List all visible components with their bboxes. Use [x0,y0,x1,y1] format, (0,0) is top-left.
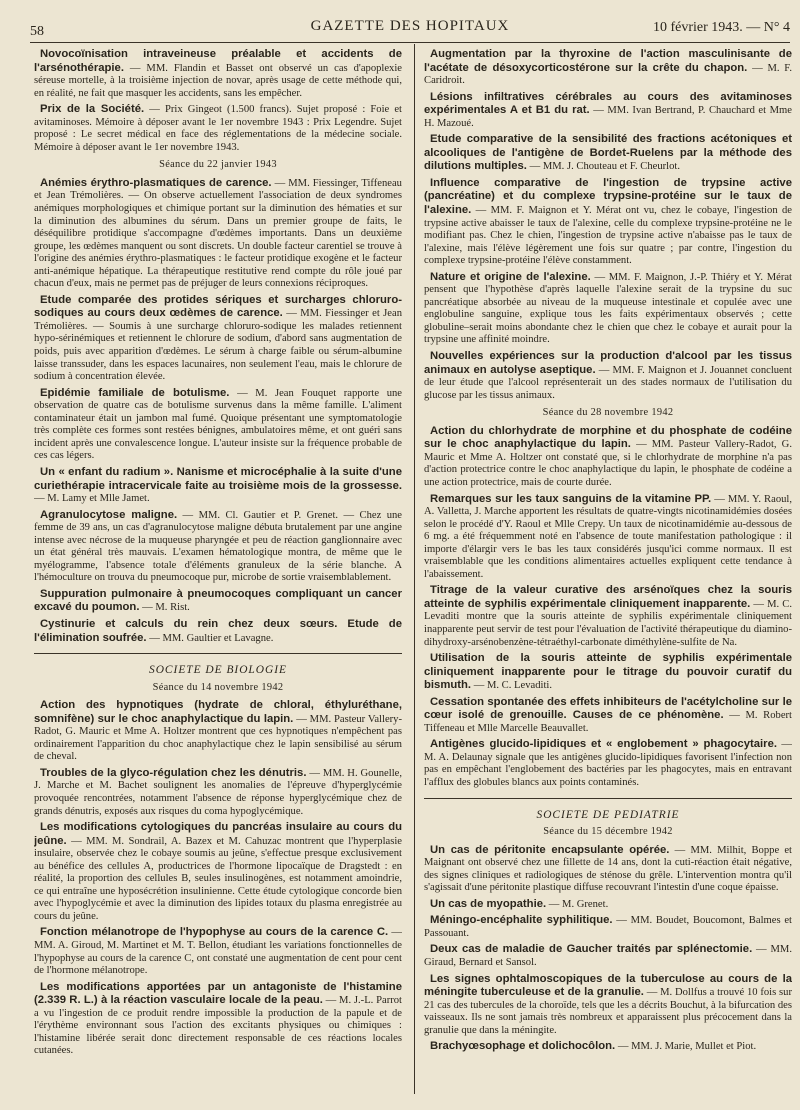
abstract-title: Deux cas de maladie de Gaucher traités par splénectomie. [430,943,753,956]
section-heading: SOCIETE DE BIOLOGIE [149,664,287,677]
abstract-text: — Prix Gingeot (1.500 francs). Sujet proposé : Foie et avitaminoses. Mémoire à déposer avant le 1er novembre 1943 : Prix Legendre. Sujet proposé : Le secret médical en face des réglementations de la médecine sociale. Mémoire à déposer avant le 1er novembre 1943. [34,104,402,153]
abstract-item [424,973,792,1038]
section-rule [424,798,792,799]
abstract-text: — MM. A. Giroud, M. Martinet et M. T. Bellon, étudiant les variations fonctionnelles de l'hypophyse au cours de la carence C, ont constaté une augmentation de cent pour cent de l'hormone mélanotrope. [34,927,402,977]
abstract-text: — M. C. Levaditi montre que la souris atteinte de syphilis expérimentale cliniquement inapparente peut servir de test pour l'évaluation de l'activité thérapeutique du diamino-dihydroxy-arsénobenzène-tétraéthyl-carbonate diméthylène-sulfite de Na. [424,598,792,648]
abstract-title: Augmentation par la thyroxine de l'action masculinisante de l'acétate de désoxycorticostérone sur la crête du chapon. [424,48,792,74]
abstract-text: — M. Jean Fouquet rapporte une observation de quatre cas de botulisme survenus dans la même famille. L'aliment contaminateur était un jambon mal fumé. Quoique présentant une symptomatologie très complète ces formes sont restées bénignes, ambulatoires même, et ont guéri sans incident après une convalescence longue. L'auteur insiste sur la fréquence probable de ces cas légers. [34,387,402,462]
abstract-text: — MM. H. Gounelle, J. Marche et M. Bachet soulignent les anomalies de l'épreuve d'hyperglycémie provoquée rencontrées, notamment l'absence de réponse hyperglycémique chez de grands dénutris, exposés aux risques du coma hypoglycémique. [34,767,402,817]
abstract-title: Influence comparative de l'ingestion de trypsine active (pancréatine) et du complexe trypsine-protéine sur le taux de l'alexine. [424,176,792,217]
abstract-text: — M. C. Levaditi. [471,680,552,692]
abstract-item [424,425,792,490]
abstract-text: — M. F. Caridroit. [424,62,792,87]
abstract-title: Etude comparative de la sensibilité des fractions acétoniques et alcooliques de l'antigène de Bordet-Ruelens par la méthode des dilutions multiples. [424,133,792,173]
page-number: 58 [30,24,44,39]
abstract-text: — MM. F. Maignon et J. Jouannet concluent de leur étude que l'alcool représenterait un des stades normaux de l'utilisation du glucose par les tissus animaux. [424,364,792,401]
abstract-title: Cessation spontanée des effets inhibiteurs de l'acétylcholine sur le cœur isolé de grenouille. Causes de ce phénomène. [424,695,792,722]
section-rule [34,653,402,654]
abstract-title: Epidémie familiale de botulisme. [40,386,230,399]
abstract-title: Nature et origine de l'alexine. [430,270,591,283]
abstract-title: Méningo-encéphalite syphilitique. [430,914,613,927]
abstract-title: Un « enfant du radium ». Nanisme et microcéphalie à la suite d'une curiethérapie intracervicale faite au troisième mois de la grossesse. [34,465,402,492]
abstract-title: Suppuration pulmonaire à pneumocoques compliquant un cancer excavé du poumon. [34,587,402,614]
session-date: Séance du 14 novembre 1942 [152,681,284,693]
journal-title: GAZETTE DES HOPITAUX [310,18,510,34]
abstract-item [34,509,402,585]
abstract-title: Cystinurie et calculs du rein chez deux sœurs. Etude de l'élimination soufrée. [34,617,402,644]
abstract-text: — M. Robert Tiffeneau et Mlle Marcelle Beauvallet. [424,710,792,734]
abstract-item [34,926,402,977]
abstract-item [34,466,402,506]
abstract-item [424,738,792,789]
abstract-text: — MM. F. Maignon, J.-P. Thiéry et Y. Mérat pensent que l'hypothèse d'après laquelle l'alexine serait de la trypsine du suc pancréatique absorbée au niveau de la muqueuse intestinale et copulée avec une englobuline sanguine, explique tous les faits expérimentaux observés ; cette globuline–serait moins abondante chez le chien que chez le cobaye et aurait pour la trypsine une affinité moindre. [424,271,792,346]
abstract-title: Lésions infiltratives cérébrales au cours des avitaminoses expérimentales A et B1 du rat. [424,90,792,117]
abstract-item [34,821,402,923]
abstract-item [34,618,402,645]
header-rule [30,42,790,43]
abstract-title: Anémies érythro-plasmatiques de carence. [40,176,272,189]
abstract-item [424,493,792,582]
abstract-item [424,133,792,174]
abstract-item [424,943,792,969]
abstract-item [424,844,792,895]
abstract-item [424,696,792,736]
abstract-item [34,699,402,764]
abstract-item [424,652,792,693]
abstract-title: Action du chlorhydrate de morphine et du phosphate de codéine sur le choc anaphylactique du lapin. [424,424,792,451]
abstract-title: Un cas de myopathie. [430,897,547,910]
page-header [30,18,790,42]
abstract-item [424,898,792,912]
abstract-text: — M. Grenet. [546,898,609,910]
session-date: Séance du 22 janvier 1943 [159,159,277,171]
abstract-title: Titrage de la valeur curative des arsénoïques chez la souris atteinte de syphilis expérimentale cliniquement inapparente. [424,584,792,610]
abstract-item [424,350,792,402]
abstract-item [34,48,402,100]
abstract-text: — MM. J. Marie, Mullet et Piot. [615,1041,757,1053]
section-heading: SOCIETE DE PEDIATRIE [536,808,680,821]
abstract-item [34,387,402,463]
abstract-text: — MM. Y. Raoul, A. Valletta, J. Marche apportent les résultats de quatre-vingts nicotinamidémies dosées selon le procédé d'Y. Raoul et Mlle Crepy. Un taux de nicotinamidémie au-dessous de 6 mg. a été fréquemment noté en l'absence de toute manifestation pathologique : il importe d'élargir vers le bas les taux considérés jusqu'ici comme normaux. Il est vraisemblable que les conditions alimentaires actuelles expliquent cette tendance à l'abaissement. [424,493,792,580]
abstract-text: — MM. Fiessinger, Tiffeneau et Jean Trémolières. — On observe actuellement l'association de deux syndromes anémiques morphologiques et chimique portant sur la diminution des hématies et sur la diminution des albumines du sérum. Dans un premier groupe de faits, le déséquilibre protidique s'accompagne d'œdèmes importants. Dans un deuxième groupe, les œdèmes manquent ou sont discrets. Un double facteur carentiel se trouve à l'origine des anémies érythro-plasmatiques : le facteur protidique exogène et le facteur anti-anémique hépatique. La thérapeutique restitutive rend compte du rôle joué par chacun d'eux, mais ne permet pas de préjuger de leurs connexions réciproques. [34,177,402,290]
column-divider [414,44,415,1094]
abstract-item [424,48,792,88]
abstract-text: — M. A. Delaunay signale que les antigènes glucido-lipidiques favorisent l'infection non pas en empêchant l'englobement des bactéries par les phagocytes, mais en entravant l'afflux des globules blancs aux points contaminés. [424,739,792,788]
abstract-title: Novocoïnisation intraveineuse préalable et accidents de l'arsénothérapie. [34,48,402,74]
abstract-title: Un cas de péritonite encapsulante opérée. [430,843,670,856]
abstract-item [34,177,402,291]
abstract-item [424,91,792,131]
abstract-title: Action des hypnotiques (hydrate de chloral, éthyluréthane, somnifène) sur le choc anaphylactique du lapin. [34,699,402,725]
abstract-text: — M. Lamy et Mlle Jamet. [34,493,150,505]
abstract-item [34,588,402,615]
abstract-text: — MM. Gaultier et Lavagne. [146,632,274,644]
abstract-text: — MM. Flandin et Basset ont observé un cas d'apoplexie séreuse mortelle, à la troisième injection de novar, après usage de cette méthode qui, en réalité, ne fait que masquer les accidents, sans les empêcher. [34,62,402,99]
left-column [34,48,402,1098]
abstract-item [34,981,402,1058]
abstract-title: Les signes ophtalmoscopiques de la tuberculose au cours de la méningite tuberculeuse et de la granulie. [424,972,792,999]
abstract-title: Prix de la Société. [40,103,145,116]
issue-date: 10 février 1943. — N° 4 [652,20,790,35]
abstract-title: Remarques sur les taux sanguins de la vitamine PP. [430,492,712,505]
abstract-text: — MM. Milhit, Boppe et Maignant ont observé chez une fillette de 14 ans, dont la cuti-réaction était négative, des signes cliniques et radiologiques de sténose du grêle. L'intervention montra qu'il s'agissait d'une péritonite plastique diffuse recouvrant l'intestin d'une coque épaisse. [424,844,792,894]
abstract-item [424,584,792,649]
abstract-text: — MM. Ivan Bertrand, P. Chauchard et Mme H. Mazoué. [424,105,792,129]
abstract-title: Fonction mélanotrope de l'hypophyse au cours de la carence C. [40,926,389,939]
abstract-item [424,914,792,940]
abstract-text: — MM. Cl. Gautier et P. Grenet. — Chez une femme de 39 ans, un cas d'agranulocytose maligne débuta brutalement par une angine intense avec nécrose de la muqueuse pharyngée et peu de réaction ganglionnaire avec un état général très mauvais. L'examen hématologique montra, de même que le myélogramme, l'absence totale d'éléments granuleux de la série blanche. A l'hémoculture on trouva du pneumocoque pur, microbe de sortie vraisemblablement. [34,509,402,584]
abstract-text: — MM. Giraud, Bernard et Sansol. [424,944,792,968]
abstract-item [424,271,792,347]
abstract-text: — MM. Pasteur Vallery-Radot, G. Mauric et Mme A. Holtzer ont constaté que, si le chlorhydrate de morphine n'a pas d'action protectrice contre le choc anaphylactique du lapin, le phosphate de codéine a une action protectrice, mais de courte durée. [424,439,792,488]
abstract-text: — MM. F. Maignon et Y. Mérat ont vu, chez le cobaye, l'ingestion de trypsine active abaisser le taux de l'alexine, celle du complexe trypsine-protéine ne le modifiant pas. Chez le chien, l'ingestion de trypsine active n'abaisse pas le taux de l'alexine, mais l'élève légèrement une fois sur quatre ; par contre, l'ingestion du complexe trypsine-protéine l'élève constamment. [424,205,792,267]
abstract-title: Brachyœsophage et dolichocôlon. [430,1040,616,1053]
abstract-item [34,103,402,154]
abstract-text: — M. J.-L. Parrot a vu l'ingestion de ce produit rendre impossible la production de la papule et de l'érythème environnant sous l'action des excitants physiques ou chimiques : l'histamine libérée serait donc directement responsable de ces réactions locales cutanées. [34,995,402,1057]
abstract-title: Agranulocytose maligne. [40,508,178,521]
abstract-item [34,294,402,384]
abstract-title: Troubles de la glyco-régulation chez les dénutris. [40,766,307,779]
abstract-title: Utilisation de la souris atteinte de syphilis expérimentale cliniquement inapparente pour le titrage du pouvoir curatif du bismuth. [424,652,792,692]
abstract-text: — MM. Fiessinger et Jean Trémolières. — Soumis à une surcharge chloruro-sodique les malades retiennent hypo-sérinémiques et retiennent le chlorure de sodium, d'abord sans augmentation de poids, puis avec apparition d'œdèmes. Le sérum à charge faible ou sérum-albumine laisse transsuder, dans les espaces lacunaires, non seulement l'eau, mais le chlorure de sodium à concentration élevée. [34,308,402,383]
abstract-text: — MM. Pasteur Vallery-Radot, G. Mauric et Mme A. Holtzer montrent que ces hypnotiques n'empêchent pas ordinairement l'apparition du choc anaphylactique chez le lapin sensibilisé au sérum de cheval. [34,713,402,763]
right-column [424,48,792,1098]
abstract-text: — MM. Boudet, Boucomont, Balmes et Passouant. [424,915,792,939]
abstract-text: — M. Dollfus a trouvé 10 fois sur 21 cas des tubercules de la choroïde, tels que les a décrits Bouchut, à la bifurcation des vaisseaux. Ils ne sont jamais très nombreux et apparaissent plus précocement dans la granulie que dans la méningite. [424,987,792,1036]
abstract-text: — M. Rist. [139,602,190,614]
abstract-item [424,177,792,268]
abstract-text: — MM. M. Sondrail, A. Bazex et M. Cahuzac montrent que l'hyperplasie insulaire, observée chez le cobaye soumis au jeûne, s'effectue presque exclusivement au bénéfice des cellules A, productrices de l'hormone lipocaïque de Dragstedt : en réalité, la proportion des cellules B, seules insulinogènes, est notamment amoindrie, ce qui entraîne une hyposécrétion insulinienne. Cette étude cytologique concorde bien avec l'hypoglycémie et avec la diminution des lipides totaux du plasma enregistrée au cours du jeûne. [34,835,402,922]
abstract-text: — MM. J. Chouteau et F. Cheurlot. [526,161,680,173]
abstract-item [424,1040,792,1054]
session-date: Séance du 15 décembre 1942 [543,826,673,838]
abstract-title: Etude comparée des protides sériques et surcharges chloruro-sodiques au cours deux œdèmes de carence. [34,293,402,320]
abstract-title: Nouvelles expériences sur la production d'alcool par les tissus animaux en autolyse aseptique. [424,350,792,376]
abstract-title: Antigènes glucido-lipidiques et « englobement » phagocytaire. [430,738,777,751]
abstract-title: Les modifications apportées par un antagoniste de l'histamine (2.339 R. L.) à la réaction vasculaire locale de la peau. [34,980,402,1007]
abstract-title: Les modifications cytologiques du pancréas insulaire au cours du jeûne. [34,821,402,847]
abstract-item [34,767,402,818]
session-date: Séance du 28 novembre 1942 [542,407,674,419]
